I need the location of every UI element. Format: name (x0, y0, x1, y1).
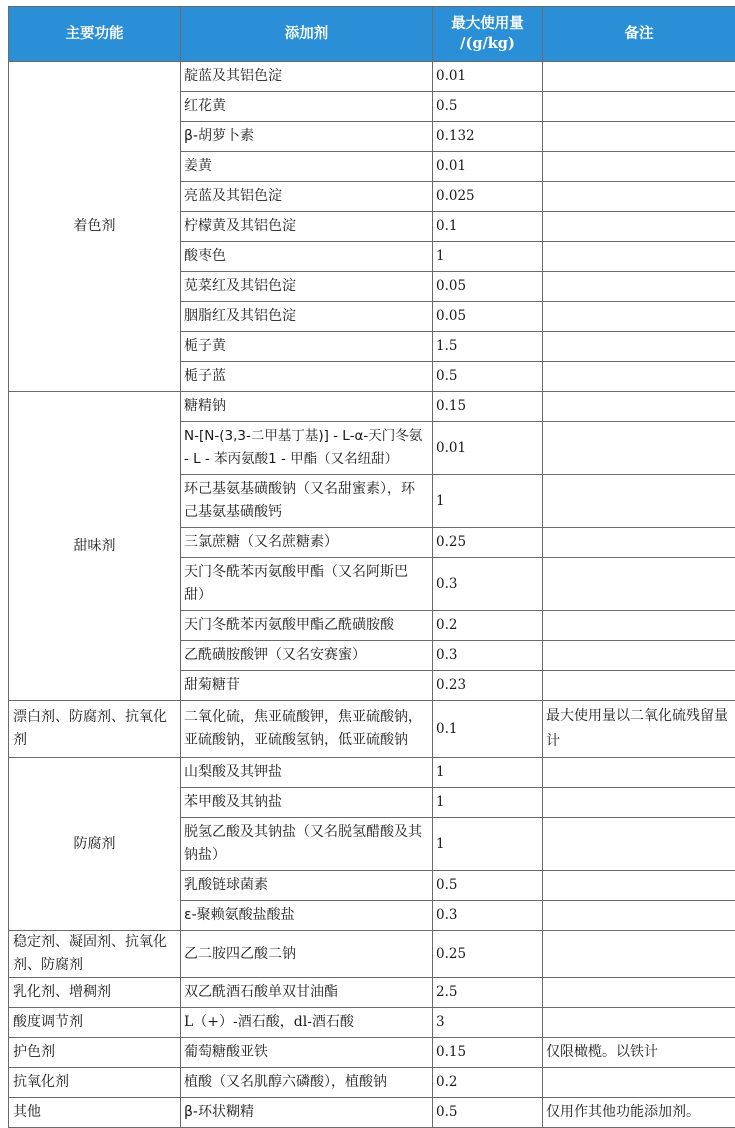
note-cell (543, 1008, 735, 1038)
header-max-usage (433, 7, 543, 62)
additive-cell: 二氧化硫，焦亚硫酸钾，焦亚硫酸钠，亚硫酸钠，亚硫酸氢钠，低亚硫酸钠 (181, 701, 433, 758)
max-usage-cell: 0.25 (433, 528, 543, 558)
additive-cell: 苯甲酸及其钠盐 (181, 788, 433, 818)
function-cell-colorant: 着色剂 (9, 62, 181, 392)
max-usage-cell: 1.5 (433, 332, 543, 362)
max-usage-cell: 1 (433, 475, 543, 528)
additive-cell: 山梨酸及其钾盐 (181, 758, 433, 788)
max-usage-cell: 0.15 (433, 392, 543, 422)
note-cell (543, 422, 735, 475)
function-cell-antioxidant: 抗氧化剂 (9, 1068, 181, 1098)
header-function: 主要功能 (9, 7, 181, 62)
function-cell-emulsifier: 乳化剂、增稠剂 (9, 978, 181, 1008)
note-cell (543, 558, 735, 611)
additive-cell: 乙二胺四乙酸二钠 (181, 931, 433, 978)
note-cell (543, 62, 735, 92)
additive-cell: 靛蓝及其铝色淀 (181, 62, 433, 92)
additive-cell: 乙酰磺胺酸钾（又名安赛蜜） (181, 641, 433, 671)
additive-cell: N-[N-(3,3-二甲基丁基)] - L-α-天门冬氨 - L - 苯丙氨酸1 - 甲酯（又名纽甜） (181, 422, 433, 475)
header-note: 备注 (543, 7, 735, 62)
function-cell-other: 其他 (9, 1098, 181, 1128)
table-row (9, 1098, 735, 1128)
additive-cell: 栀子蓝 (181, 362, 433, 392)
function-cell-acidity: 酸度调节剂 (9, 1008, 181, 1038)
note-cell (543, 212, 735, 242)
function-cell-colorfix: 护色剂 (9, 1038, 181, 1068)
max-usage-cell: 0.23 (433, 671, 543, 701)
max-usage-cell: 1 (433, 788, 543, 818)
note-cell: 最大使用量以二氧化硫残留量计 (543, 701, 735, 758)
additive-cell: 姜黄 (181, 152, 433, 182)
max-usage-cell: 0.15 (433, 1038, 543, 1068)
note-cell (543, 1068, 735, 1098)
max-usage-cell: 0.3 (433, 901, 543, 931)
header-max-usage-unit: /(g/kg) (460, 35, 515, 52)
note-cell (543, 871, 735, 901)
additive-cell: 亮蓝及其铝色淀 (181, 182, 433, 212)
additive-cell: L（+）-酒石酸，dl-酒石酸 (181, 1008, 433, 1038)
max-usage-cell: 0.01 (433, 62, 543, 92)
max-usage-cell: 0.132 (433, 122, 543, 152)
table-row (9, 62, 735, 92)
note-cell (543, 242, 735, 272)
max-usage-cell: 3 (433, 1008, 543, 1038)
table-row (9, 1038, 735, 1068)
function-cell-stabilizer: 稳定剂、凝固剂、抗氧化剂、防腐剂 (9, 931, 181, 978)
note-cell (543, 332, 735, 362)
additive-cell: 酸枣色 (181, 242, 433, 272)
additive-cell: 环己基氨基磺酸钠（又名甜蜜素），环己基氨基磺酸钙 (181, 475, 433, 528)
max-usage-cell: 0.5 (433, 92, 543, 122)
additive-cell: 三氯蔗糖（又名蔗糖素） (181, 528, 433, 558)
max-usage-cell: 0.2 (433, 611, 543, 641)
note-cell (543, 475, 735, 528)
header-additive: 添加剂 (181, 7, 433, 62)
additive-cell: 脱氢乙酸及其钠盐（又名脱氢醋酸及其钠盐） (181, 818, 433, 871)
additive-cell: ε-聚赖氨酸盐酸盐 (181, 901, 433, 931)
function-cell-bleach: 漂白剂、防腐剂、抗氧化剂 (9, 701, 181, 758)
max-usage-cell: 0.01 (433, 422, 543, 475)
max-usage-cell: 0.2 (433, 1068, 543, 1098)
note-cell (543, 818, 735, 871)
function-cell-preservative: 防腐剂 (9, 758, 181, 931)
table-row (9, 701, 735, 758)
additive-cell: 植酸（又名肌醇六磷酸），植酸钠 (181, 1068, 433, 1098)
additive-cell: 乳酸链球菌素 (181, 871, 433, 901)
note-cell (543, 152, 735, 182)
max-usage-cell: 0.05 (433, 272, 543, 302)
note-cell (543, 931, 735, 978)
additive-cell: 糖精钠 (181, 392, 433, 422)
note-cell (543, 92, 735, 122)
additive-cell: β-环状糊精 (181, 1098, 433, 1128)
max-usage-cell: 0.1 (433, 701, 543, 758)
additive-cell: 甜菊糖苷 (181, 671, 433, 701)
additives-table (8, 6, 735, 1128)
table-row (9, 1068, 735, 1098)
note-cell (543, 302, 735, 332)
additive-cell: 双乙酰酒石酸单双甘油酯 (181, 978, 433, 1008)
max-usage-cell: 0.25 (433, 931, 543, 978)
max-usage-cell: 0.5 (433, 871, 543, 901)
max-usage-cell: 0.5 (433, 1098, 543, 1128)
header-max-usage-title: 最大使用量 (451, 16, 524, 32)
note-cell: 仅限橄榄。以铁计 (543, 1038, 735, 1068)
note-cell (543, 641, 735, 671)
additive-cell: 栀子黄 (181, 332, 433, 362)
max-usage-cell: 0.05 (433, 302, 543, 332)
note-cell (543, 122, 735, 152)
additive-cell: 天门冬酰苯丙氨酸甲酯（又名阿斯巴甜） (181, 558, 433, 611)
additive-cell: 苋菜红及其铝色淀 (181, 272, 433, 302)
note-cell (543, 758, 735, 788)
table-row (9, 978, 735, 1008)
max-usage-cell: 0.3 (433, 641, 543, 671)
note-cell: 仅用作其他功能添加剂。 (543, 1098, 735, 1128)
note-cell (543, 611, 735, 641)
header-row (9, 7, 735, 62)
note-cell (543, 528, 735, 558)
note-cell (543, 272, 735, 302)
additive-cell: 胭脂红及其铝色淀 (181, 302, 433, 332)
note-cell (543, 671, 735, 701)
note-cell (543, 182, 735, 212)
note-cell (543, 362, 735, 392)
max-usage-cell: 0.5 (433, 362, 543, 392)
table-row (9, 758, 735, 788)
max-usage-cell: 0.01 (433, 152, 543, 182)
note-cell (543, 788, 735, 818)
max-usage-cell: 2.5 (433, 978, 543, 1008)
table-row (9, 1008, 735, 1038)
note-cell (543, 901, 735, 931)
function-cell-sweetener: 甜味剂 (9, 392, 181, 701)
additive-cell: 柠檬黄及其铝色淀 (181, 212, 433, 242)
max-usage-cell: 0.1 (433, 212, 543, 242)
additive-cell: 红花黄 (181, 92, 433, 122)
table-row (9, 392, 735, 422)
max-usage-cell: 0.3 (433, 558, 543, 611)
max-usage-cell: 1 (433, 818, 543, 871)
max-usage-cell: 1 (433, 758, 543, 788)
note-cell (543, 978, 735, 1008)
additive-cell: 天门冬酰苯丙氨酸甲酯乙酰磺胺酸 (181, 611, 433, 641)
max-usage-cell: 0.025 (433, 182, 543, 212)
additive-cell: β-胡萝卜素 (181, 122, 433, 152)
table-row (9, 931, 735, 978)
note-cell (543, 392, 735, 422)
max-usage-cell: 1 (433, 242, 543, 272)
additive-cell: 葡萄糖酸亚铁 (181, 1038, 433, 1068)
